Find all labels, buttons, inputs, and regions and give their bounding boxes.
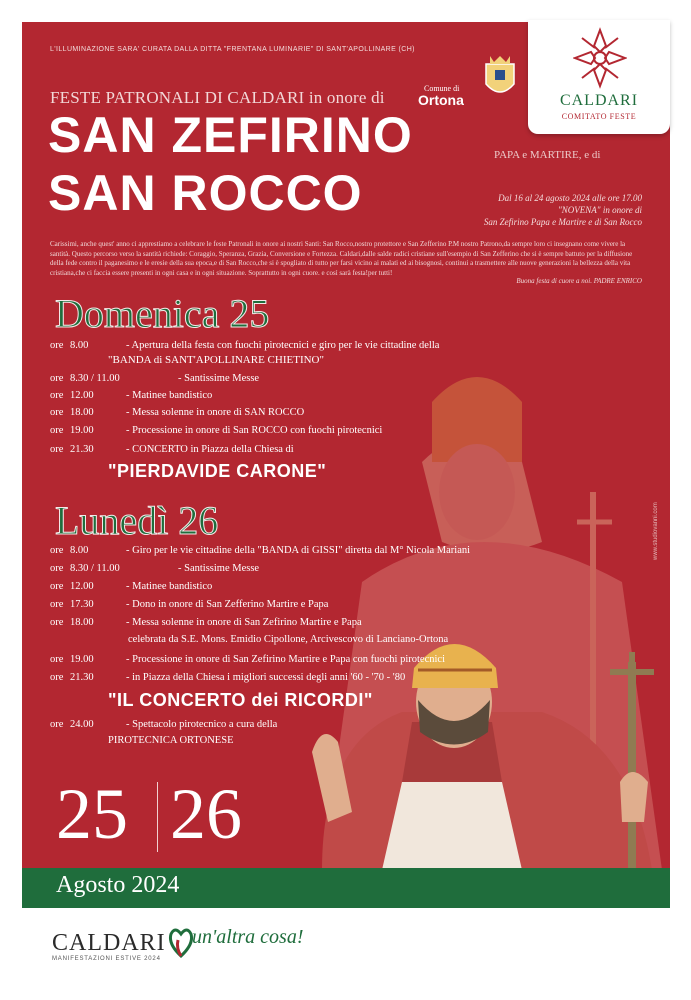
month-year: Agosto 2024 [56, 872, 180, 898]
date-day-2: 26 [170, 774, 242, 854]
date-divider [157, 782, 158, 852]
program-row: ore 17.30 - Dono in onore di San Zefferino Martire e Papa [50, 599, 329, 610]
comune-label: Comune di [424, 84, 460, 93]
intro-signature: Buona festa di cuore a noi. PADRE ENRICO [516, 277, 642, 285]
program-row: ore 19.00 - Processione in onore di San ROCCO con fuochi pirotecnici [50, 425, 383, 436]
program-row: ore 8.00 - Giro per le vie cittadine della "BANDA di GISSI" diretta dal M° Nicola Mariani [50, 545, 471, 556]
pirotecnica-name: PIROTECNICA ORTONESE [108, 735, 234, 746]
artist-name: "PIERDAVIDE CARONE" [108, 461, 327, 481]
footer-sub: MANIFESTAZIONI ESTIVE 2024 [52, 956, 161, 962]
program-row: ore 19.00 - Processione in onore di San Zefirino Martire e Papa con fuochi pirotecnici [50, 654, 445, 665]
program-row: ore 18.00 - Messa solenne in onore di San Zefirino Martire e Papa [50, 617, 362, 628]
logo-name: CALDARI [559, 92, 639, 109]
intro-text: Carissimi, anche quest' anno ci apprestiamo a celebrare le feste Patronali in onore ai nostri Santi: San Rocco,nostro protettore e San Zefferino P.M nostro Patrono,da sempre loro ci insegnano come vivere la santità. Questo percorso verso la santità richiede: Coraggio, Speranza, Grazia, Conversione e Fortezza. Caldari,dalle salde radici cristiane sull'esempio di San Zefferino che si è sempre battuto per la diffusione della fede contro il paganesimo e le eresie della sua epoca,e di San Rocco,che si è spogliato di tutto per farsi vicino ai malati ed ai bisognosi, continui a trasmettere alle nuove generazioni la bellezza della vita cristiana,che ci faccia essere presenti in ogni casa e in ogni situazione. Soprattutto in ogni cuore. e così sarà festa!per tutti! [50, 240, 633, 277]
studio-credit: www.studiovanni.com [653, 502, 659, 560]
date-day-1: 25 [56, 774, 128, 854]
concerto-title: "IL CONCERTO dei RICORDI" [108, 690, 373, 710]
title-san-zefirino: SAN ZEFIRINO [48, 107, 413, 163]
program-row: ore 8.30 / 11.00 - Santissime Messe [50, 563, 260, 574]
day1-title: Domenica 25 [55, 291, 270, 336]
novena-line: San Zefirino Papa e Martire e di San Rocco [483, 217, 642, 227]
papa-martire-line: PAPA e MARTIRE, e di [494, 149, 601, 161]
program-row: ore 12.00 - Matinee bandistico [50, 581, 213, 592]
program-row: ore 12.00 - Matinee bandistico [50, 390, 213, 401]
logo-sub: COMITATO FESTE [561, 112, 637, 121]
footer-logo: CALDARI [52, 930, 166, 956]
comune-name: Ortona [418, 92, 464, 108]
celebrant-line: celebrata da S.E. Mons. Emidio Cipollone, Arcivescovo di Lanciano-Ortona [128, 634, 449, 645]
heart-icon [168, 922, 194, 962]
program-row: ore 21.30 - CONCERTO in Piazza della Chiesa di [50, 444, 294, 455]
illumination-note: L'ILLUMINAZIONE SARA' CURATA DALLA DITTA "FRENTANA LUMINARIE" DI SANT'APOLLINARE (CH) [50, 46, 415, 53]
novena-note [400, 192, 642, 228]
program-row: ore 21.30 - in Piazza della Chiesa i migliori successi degli anni '60 - '70 - '80 [50, 672, 406, 683]
novena-line: "NOVENA" in onore di [558, 205, 642, 215]
footer-slogan: un'altra cosa! [192, 926, 304, 948]
program-row: ore 8.30 / 11.00 - Santissime Messe [50, 373, 260, 384]
ortona-crest-icon [482, 54, 518, 102]
caldari-star-icon [573, 26, 627, 90]
program-row: ore 8.00 - Apertura della festa con fuochi pirotecnici e giro per le vie cittadine della [50, 340, 440, 351]
program-row: ore 18.00 - Messa solenne in onore di SAN ROCCO [50, 407, 305, 418]
feste-subtitle: FESTE PATRONALI DI CALDARI in onore di [50, 88, 385, 107]
day2-title: Lunedì 26 [55, 498, 219, 543]
program-row: ore 24.00 - Spettacolo pirotecnico a cura della [50, 719, 278, 730]
band-name: "BANDA di SANT'APOLLINARE CHIETINO" [108, 354, 324, 366]
title-san-rocco: SAN ROCCO [48, 165, 363, 221]
novena-line: Dal 16 al 24 agosto 2024 alle ore 17.00 [498, 193, 642, 203]
